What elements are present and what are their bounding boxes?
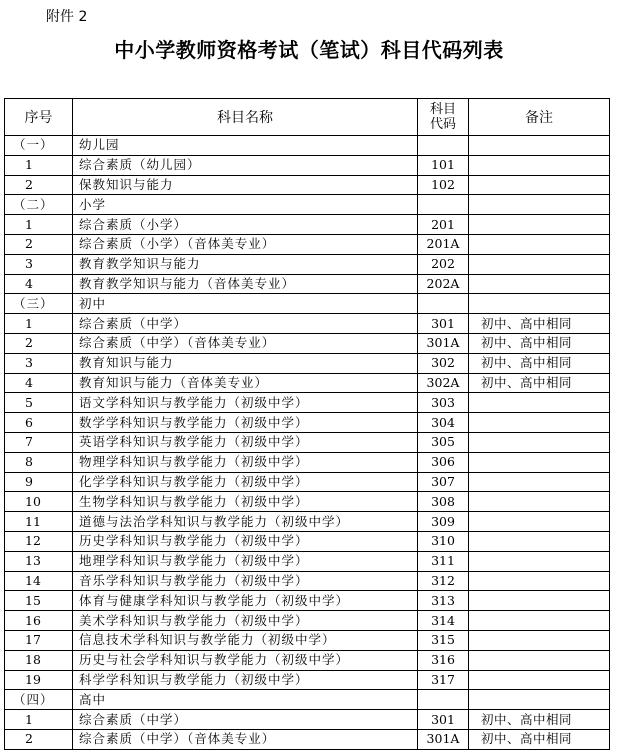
table-row [5,215,610,235]
subject-name: 英语学科知识与教学能力（初级中学） [73,432,418,452]
subject-name: 小学 [73,195,418,215]
row-number: 12 [5,531,73,551]
table-row [5,630,610,650]
subject-name: 综合素质（幼儿园） [73,155,418,175]
row-number: 6 [5,413,73,433]
remark [469,136,610,156]
row-number: 18 [5,650,73,670]
section-row [5,136,610,156]
row-number: 9 [5,472,73,492]
header-code-line2: 代码 [429,117,456,132]
subject-code: 315 [418,630,469,650]
remark: 初中、高中相同 [469,710,610,730]
subject-code: 306 [418,452,469,472]
remark [469,195,610,215]
row-number: 2 [5,234,73,254]
table-row [5,492,610,512]
table-row [5,710,610,730]
subject-code: 314 [418,611,469,631]
subject-code: 316 [418,650,469,670]
subject-name: 信息技术学科知识与教学能力（初级中学） [73,630,418,650]
subject-code: 101 [418,155,469,175]
subject-code: 301A [418,729,469,749]
row-number: 4 [5,373,73,393]
table-row [5,274,610,294]
header-no: 序号 [5,99,73,136]
row-number: 13 [5,551,73,571]
row-number: 16 [5,611,73,631]
subject-name: 物理学科知识与教学能力（初级中学） [73,452,418,472]
remark [469,393,610,413]
row-number: 7 [5,432,73,452]
table-row [5,314,610,334]
table-row [5,234,610,254]
remark [469,175,610,195]
remark [469,591,610,611]
remark [469,472,610,492]
subject-name: 教育教学知识与能力 [73,254,418,274]
subject-code: 201A [418,234,469,254]
subject-name: 体育与健康学科知识与教学能力（初级中学） [73,591,418,611]
subject-name: 综合素质（中学） [73,314,418,334]
subject-name: 语文学科知识与教学能力（初级中学） [73,393,418,413]
subject-name: 数学学科知识与教学能力（初级中学） [73,413,418,433]
row-number: 3 [5,353,73,373]
subject-code: 308 [418,492,469,512]
remark [469,155,610,175]
subject-code: 302A [418,373,469,393]
subject-name: 综合素质（中学）（音体美专业） [73,333,418,353]
subject-code: 313 [418,591,469,611]
table-body [5,136,610,750]
subject-code: 312 [418,571,469,591]
subject-code: 309 [418,512,469,532]
table-row [5,512,610,532]
remark [469,274,610,294]
subject-code: 301 [418,314,469,334]
section-row [5,195,610,215]
remark: 初中、高中相同 [469,314,610,334]
subject-name: 道德与法治学科知识与教学能力（初级中学） [73,512,418,532]
subject-name: 教育知识与能力 [73,353,418,373]
remark [469,492,610,512]
row-number: （四） [5,690,73,710]
row-number: 2 [5,333,73,353]
subject-code-table [4,98,610,750]
table-row [5,472,610,492]
subject-code: 301A [418,333,469,353]
remark [469,234,610,254]
remark [469,413,610,433]
remark [469,551,610,571]
remark: 初中、高中相同 [469,353,610,373]
table-row [5,650,610,670]
header-code [418,99,469,136]
subject-name: 综合素质（中学） [73,710,418,730]
table-row [5,611,610,631]
table-row [5,353,610,373]
row-number: 10 [5,492,73,512]
subject-code: 202A [418,274,469,294]
subject-name: 综合素质（中学）（音体美专业） [73,729,418,749]
remark [469,294,610,314]
table-row [5,155,610,175]
subject-code: 310 [418,531,469,551]
table-row [5,531,610,551]
subject-name: 音乐学科知识与教学能力（初级中学） [73,571,418,591]
subject-code: 102 [418,175,469,195]
row-number: 2 [5,729,73,749]
table-row [5,373,610,393]
row-number: 2 [5,175,73,195]
row-number: 14 [5,571,73,591]
remark [469,630,610,650]
header-code-line1: 科目 [429,102,456,117]
subject-code: 304 [418,413,469,433]
subject-name: 保教知识与能力 [73,175,418,195]
subject-code [418,136,469,156]
remark [469,690,610,710]
row-number: 19 [5,670,73,690]
subject-code: 201 [418,215,469,235]
page-title: 中小学教师资格考试（笔试）科目代码列表 [114,38,504,62]
row-number: 4 [5,274,73,294]
row-number: 1 [5,314,73,334]
remark: 初中、高中相同 [469,729,610,749]
table-row [5,670,610,690]
subject-code: 305 [418,432,469,452]
subject-code: 301 [418,710,469,730]
subject-name: 教育知识与能力（音体美专业） [73,373,418,393]
remark [469,432,610,452]
subject-name: 高中 [73,690,418,710]
subject-name: 生物学科知识与教学能力（初级中学） [73,492,418,512]
remark [469,650,610,670]
remark [469,531,610,551]
table-row [5,551,610,571]
subject-name: 化学学科知识与教学能力（初级中学） [73,472,418,492]
subject-name: 科学学科知识与教学能力（初级中学） [73,670,418,690]
row-number: 1 [5,215,73,235]
table-row [5,175,610,195]
subject-code: 317 [418,670,469,690]
table-row [5,729,610,749]
header-note: 备注 [469,99,610,136]
table-row [5,452,610,472]
remark: 初中、高中相同 [469,333,610,353]
row-number: 17 [5,630,73,650]
subject-code: 303 [418,393,469,413]
subject-name: 初中 [73,294,418,314]
remark [469,254,610,274]
subject-name: 综合素质（小学） [73,215,418,235]
row-number: 8 [5,452,73,472]
table-row [5,254,610,274]
remark [469,670,610,690]
remark [469,215,610,235]
row-number: （二） [5,195,73,215]
remark [469,571,610,591]
row-number: （三） [5,294,73,314]
subject-code: 311 [418,551,469,571]
subject-name: 地理学科知识与教学能力（初级中学） [73,551,418,571]
subject-name: 教育教学知识与能力（音体美专业） [73,274,418,294]
subject-code: 307 [418,472,469,492]
subject-name: 幼儿园 [73,136,418,156]
table-row [5,591,610,611]
subject-name: 历史与社会学科知识与教学能力（初级中学） [73,650,418,670]
row-number: 1 [5,710,73,730]
row-number: 11 [5,512,73,532]
attachment-label: 附件 2 [46,9,88,25]
remark [469,452,610,472]
row-number: （一） [5,136,73,156]
subject-name: 美术学科知识与教学能力（初级中学） [73,611,418,631]
subject-code [418,294,469,314]
row-number: 3 [5,254,73,274]
remark [469,512,610,532]
section-row [5,294,610,314]
table-header-row [5,99,610,136]
table-row [5,413,610,433]
row-number: 1 [5,155,73,175]
subject-name: 综合素质（小学）（音体美专业） [73,234,418,254]
header-name: 科目名称 [73,99,418,136]
subject-code: 202 [418,254,469,274]
remark: 初中、高中相同 [469,373,610,393]
row-number: 5 [5,393,73,413]
section-row [5,690,610,710]
row-number: 15 [5,591,73,611]
table-row [5,432,610,452]
table-row [5,333,610,353]
subject-code [418,195,469,215]
table-row [5,571,610,591]
subject-code: 302 [418,353,469,373]
table-row [5,393,610,413]
subject-name: 历史学科知识与教学能力（初级中学） [73,531,418,551]
subject-code [418,690,469,710]
remark [469,611,610,631]
